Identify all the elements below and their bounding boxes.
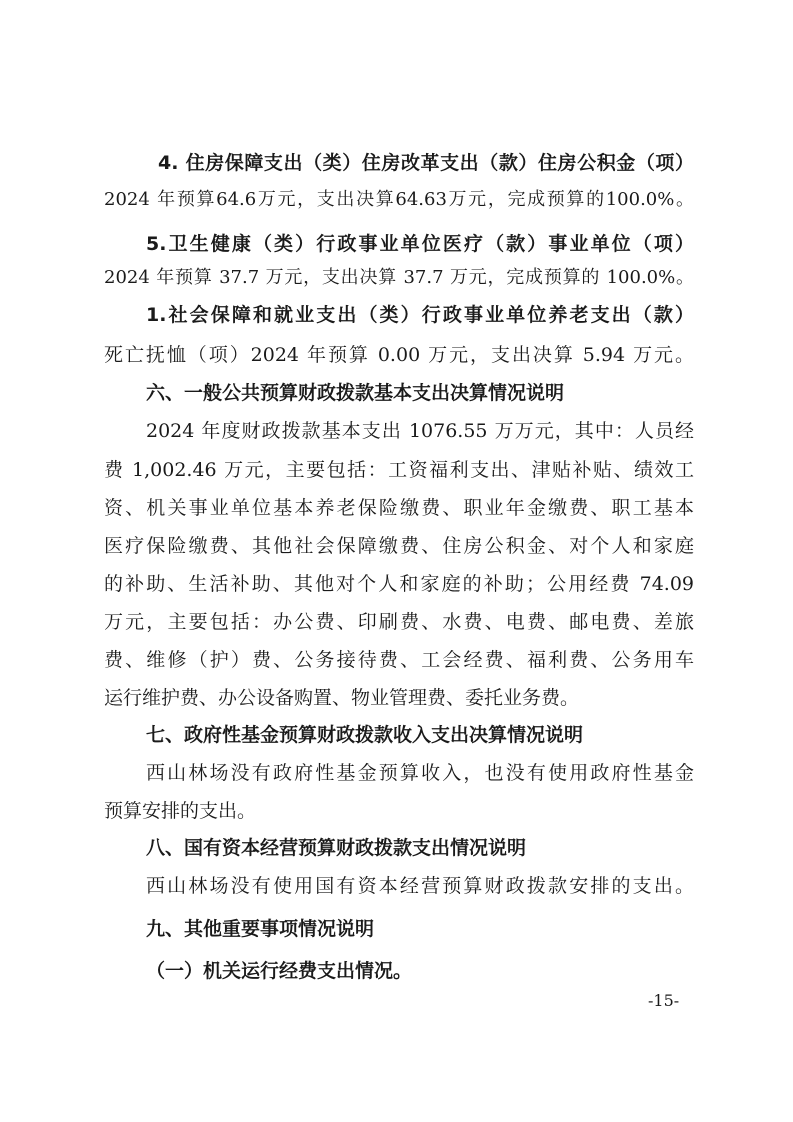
section-7-heading: 七、政府性基金预算财政拨款收入支出决算情况说明	[146, 724, 584, 746]
section-8-heading: 八、国有资本经营预算财政拨款支出情况说明	[146, 837, 527, 859]
section-6-paragraph-line-8: 运行维护费、办公设备购置、物业管理费、委托业务费。	[104, 687, 580, 709]
section-6-paragraph-line-1: 2024 年度财政拨款基本支出 1076.55 万万元，其中：人员经	[146, 420, 694, 442]
item-5-detail: 2024 年预算 37.7 万元，支出决算 37.7 万元，完成预算的 100.0%。	[104, 267, 694, 288]
item-4-heading: 4. 住房保障支出（类）住房改革支出（款）住房公积金（项）	[158, 152, 694, 174]
section-7-paragraph-line-2: 预算安排的支出。	[104, 800, 257, 822]
page-number: -15-	[648, 991, 680, 1010]
section-8-paragraph: 西山林场没有使用国有资本经营预算财政拨款安排的支出。	[146, 875, 694, 897]
item-1-detail: 死亡抚恤（项）2024 年预算 0.00 万元，支出决算 5.94 万元。	[104, 344, 694, 366]
section-6-paragraph-line-2: 费 1,002.46 万元，主要包括：工资福利支出、津贴补贴、绩效工	[104, 459, 694, 481]
section-6-heading: 六、一般公共预算财政拨款基本支出决算情况说明	[146, 382, 565, 404]
item-5-heading: 5.卫生健康（类）行政事业单位医疗（款）事业单位（项）	[146, 233, 694, 255]
section-7-paragraph-line-1: 西山林场没有政府性基金预算收入，也没有使用政府性基金	[146, 762, 694, 784]
section-6-paragraph-line-4: 医疗保险缴费、其他社会保障缴费、住房公积金、对个人和家庭	[104, 535, 694, 557]
section-9-subheading: （一）机关运行经费支出情况。	[146, 960, 413, 982]
section-6-paragraph-line-7: 费、维修（护）费、公务接待费、工会经费、福利费、公务用车	[104, 649, 694, 671]
section-6-paragraph-line-6: 万元，主要包括：办公费、印刷费、水费、电费、邮电费、差旅	[104, 611, 694, 633]
section-6-paragraph-line-3: 资、机关事业单位基本养老保险缴费、职业年金缴费、职工基本	[104, 497, 694, 519]
item-4-detail: 2024 年预算64.6万元，支出决算64.63万元，完成预算的100.0%。	[104, 189, 694, 210]
section-9-heading: 九、其他重要事项情况说明	[146, 918, 375, 940]
item-1-heading: 1.社会保障和就业支出（类）行政事业单位养老支出（款）	[146, 304, 694, 326]
section-6-paragraph-line-5: 的补助、生活补助、其他对个人和家庭的补助；公用经费 74.09	[104, 573, 694, 595]
